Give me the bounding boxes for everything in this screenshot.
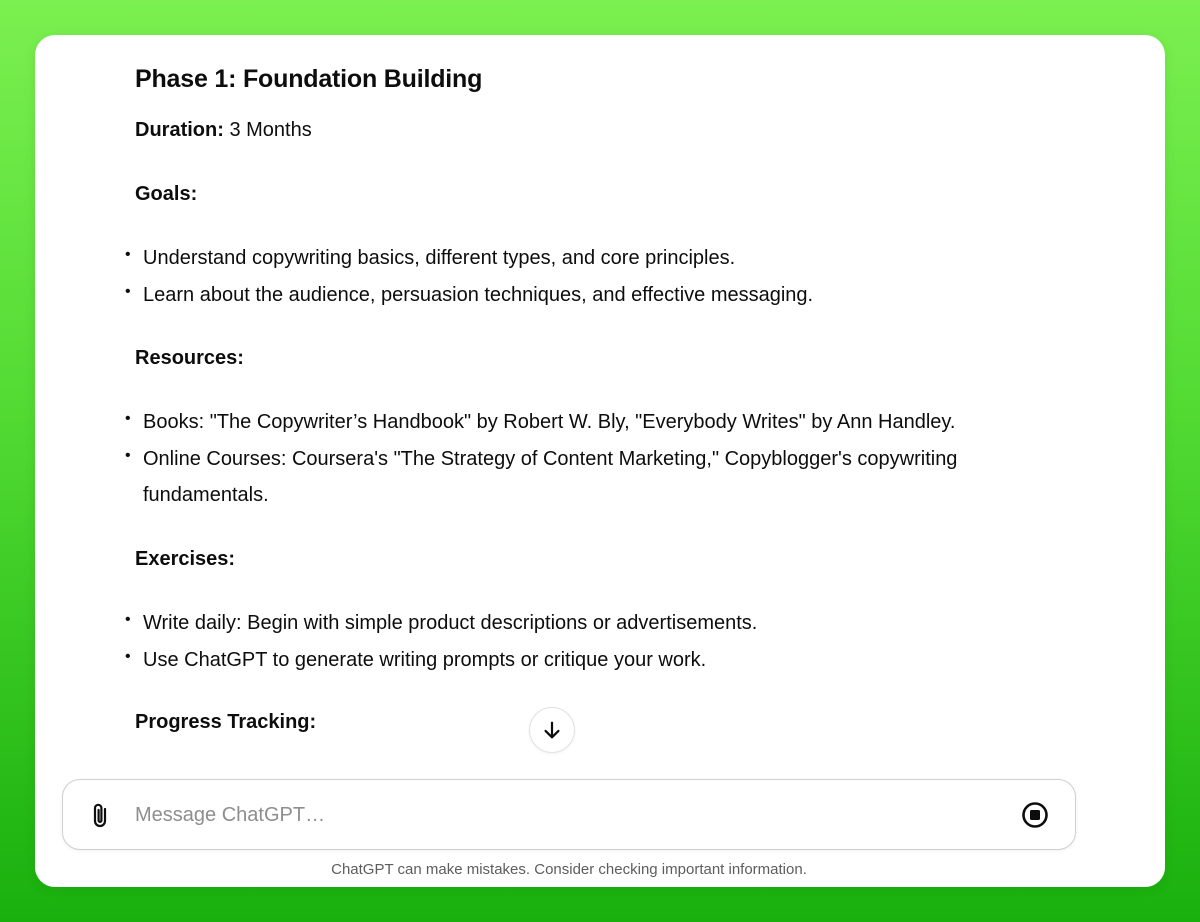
resource-text-continued: fundamentals. (143, 484, 269, 506)
list-item (125, 240, 1005, 276)
goal-text: Learn about the audience, persuasion techniques, and effective messaging. (143, 284, 814, 306)
list-item (125, 605, 1005, 641)
disclaimer-text: ChatGPT can make mistakes. Consider checking important information. (331, 861, 807, 878)
duration-label: Duration: (135, 119, 224, 141)
progress-heading: Progress Tracking: (135, 711, 317, 733)
exercises-heading: Exercises: (135, 548, 236, 570)
arrow-down-icon (541, 719, 563, 741)
duration-line (135, 119, 312, 142)
list-item (125, 277, 1005, 313)
resource-text: Books: "The Copywriter’s Handbook" by Robert W. Bly, "Everybody Writes" by Ann Handley. (143, 411, 956, 433)
duration-value: 3 Months (229, 119, 312, 141)
message-input[interactable] (135, 798, 995, 832)
resources-heading: Resources: (135, 347, 244, 369)
scroll-to-bottom-button[interactable] (529, 707, 575, 753)
bullet-dot: • (125, 447, 131, 464)
list-item (125, 404, 1005, 440)
bullet-dot: • (125, 611, 131, 628)
phase-title: Phase 1: Foundation Building (135, 65, 483, 93)
bullet-dot: • (125, 648, 131, 665)
exercise-text: Use ChatGPT to generate writing prompts or critique your work. (143, 649, 707, 671)
goals-heading: Goals: (135, 183, 198, 205)
bullet-dot: • (125, 410, 131, 427)
bullet-dot: • (125, 283, 131, 300)
exercise-text: Write daily: Begin with simple product descriptions or advertisements. (143, 612, 758, 634)
chat-window (35, 35, 1165, 887)
bullet-dot: • (125, 246, 131, 263)
resource-text: Online Courses: Coursera's "The Strategy of Content Marketing," Copyblogger's copywriting (143, 448, 958, 470)
list-item (125, 441, 1005, 513)
stop-icon[interactable] (1021, 801, 1049, 829)
paperclip-icon[interactable] (89, 802, 113, 830)
list-item (125, 642, 1005, 678)
message-composer (62, 779, 1076, 850)
goal-text: Understand copywriting basics, different types, and core principles. (143, 247, 736, 269)
